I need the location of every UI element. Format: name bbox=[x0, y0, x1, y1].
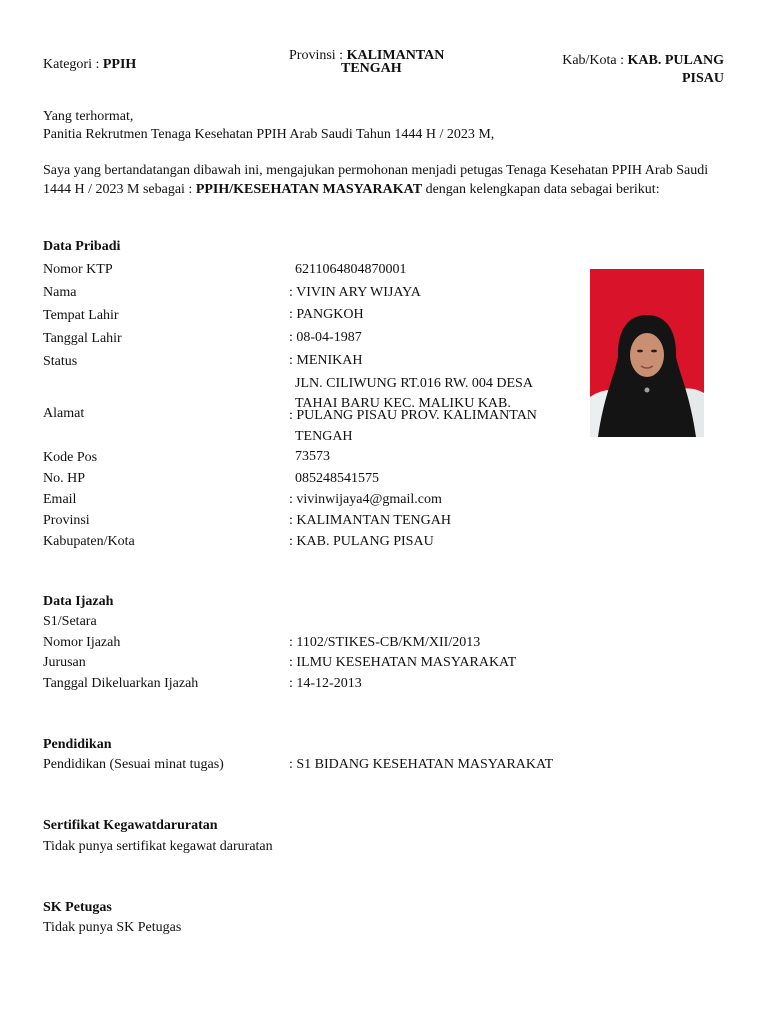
sertifikat-text: Tidak punya sertifikat kegawat daruratan bbox=[43, 839, 273, 854]
value-no-hp: 085248541575 bbox=[295, 471, 379, 486]
kategori-field bbox=[43, 56, 136, 73]
kabkota-header-value-line1: KAB. PULANG bbox=[627, 53, 724, 68]
applicant-photo bbox=[590, 269, 704, 437]
label-tanggal-lahir: Tanggal Lahir bbox=[43, 331, 122, 346]
kabkota-header-field bbox=[562, 52, 724, 69]
value-kode-pos: 73573 bbox=[295, 449, 330, 464]
value-tanggal-ijazah: : 14-12-2013 bbox=[289, 676, 362, 691]
value-jurusan: : ILMU KESEHATAN MASYARAKAT bbox=[289, 655, 517, 670]
kategori-value: PPIH bbox=[102, 57, 137, 72]
label-nama: Nama bbox=[43, 285, 77, 300]
label-provinsi: Provinsi bbox=[43, 513, 90, 528]
value-tanggal-lahir: : 08-04-1987 bbox=[289, 330, 362, 345]
value-nomor-ijazah: : 1102/STIKES-CB/KM/XII/2013 bbox=[289, 635, 481, 650]
intro-text-after: dengan kelengkapan data sebagai berikut: bbox=[425, 181, 660, 197]
value-pendidikan: : S1 BIDANG KESEHATAN MASYARAKAT bbox=[289, 757, 554, 772]
value-email: : vivinwijaya4@gmail.com bbox=[289, 492, 442, 507]
applicant-portrait-image bbox=[590, 269, 704, 437]
label-status: Status bbox=[43, 354, 78, 369]
section-heading-sk-petugas: SK Petugas bbox=[43, 900, 112, 915]
value-kabupaten: : KAB. PULANG PISAU bbox=[289, 534, 434, 549]
salutation-line2: Panitia Rekrutmen Tenaga Kesehatan PPIH Arab Saudi Tahun 1444 H / 2023 M, bbox=[43, 127, 495, 142]
value-tempat-lahir: : PANGKOH bbox=[289, 307, 364, 322]
label-tempat-lahir: Tempat Lahir bbox=[43, 308, 119, 323]
provinsi-header-value-line1: KALIMANTAN bbox=[346, 48, 445, 63]
section-heading-sertifikat: Sertifikat Kegawatdaruratan bbox=[43, 818, 218, 833]
value-alamat-line3: : PULANG PISAU PROV. KALIMANTAN bbox=[289, 408, 537, 423]
label-no-hp: No. HP bbox=[43, 471, 86, 486]
section-heading-pendidikan: Pendidikan bbox=[43, 737, 112, 752]
kategori-label: Kategori : bbox=[43, 57, 100, 72]
label-pendidikan: Pendidikan (Sesuai minat tugas) bbox=[43, 757, 224, 772]
label-kode-pos: Kode Pos bbox=[43, 450, 98, 465]
label-email: Email bbox=[43, 492, 77, 507]
section-heading-data-ijazah: Data Ijazah bbox=[43, 594, 114, 609]
value-nomor-ktp: 6211064804870001 bbox=[295, 262, 407, 277]
sk-petugas-text: Tidak punya SK Petugas bbox=[43, 920, 182, 935]
label-alamat: Alamat bbox=[43, 406, 85, 421]
salutation-line1: Yang terhormat, bbox=[43, 109, 134, 124]
provinsi-header-value-line2: TENGAH bbox=[341, 61, 402, 76]
intro-paragraph bbox=[43, 162, 728, 199]
section-heading-data-pribadi: Data Pribadi bbox=[43, 239, 121, 254]
label-nomor-ktp: Nomor KTP bbox=[43, 262, 113, 277]
value-alamat-line4: TENGAH bbox=[295, 429, 353, 444]
value-status: : MENIKAH bbox=[289, 353, 363, 368]
provinsi-header-label: Provinsi : bbox=[289, 48, 344, 63]
value-provinsi: : KALIMANTAN TENGAH bbox=[289, 513, 451, 528]
label-kabupaten: Kabupaten/Kota bbox=[43, 534, 135, 549]
intro-text-before: Saya yang bertandatangan dibawah ini, mengajukan permohonan menjadi petugas Tenaga Kesehatan PPIH Arab Saudi 1444 H / 2023 M sebagai : bbox=[43, 163, 709, 197]
ijazah-level: S1/Setara bbox=[43, 614, 97, 629]
kabkota-header-label: Kab/Kota : bbox=[562, 53, 625, 68]
value-alamat-line1: JLN. CILIWUNG RT.016 RW. 004 DESA bbox=[295, 376, 533, 391]
label-nomor-ijazah: Nomor Ijazah bbox=[43, 635, 121, 650]
label-tanggal-ijazah: Tanggal Dikeluarkan Ijazah bbox=[43, 676, 199, 691]
kabkota-header-value-line2: PISAU bbox=[681, 71, 724, 86]
value-nama: : VIVIN ARY WIJAYA bbox=[289, 285, 421, 300]
value-alamat-line2: TAHAI BARU KEC. MALIKU KAB. bbox=[295, 396, 511, 411]
label-jurusan: Jurusan bbox=[43, 655, 86, 670]
intro-position: PPIH/KESEHATAN MASYARAKAT bbox=[195, 181, 423, 197]
